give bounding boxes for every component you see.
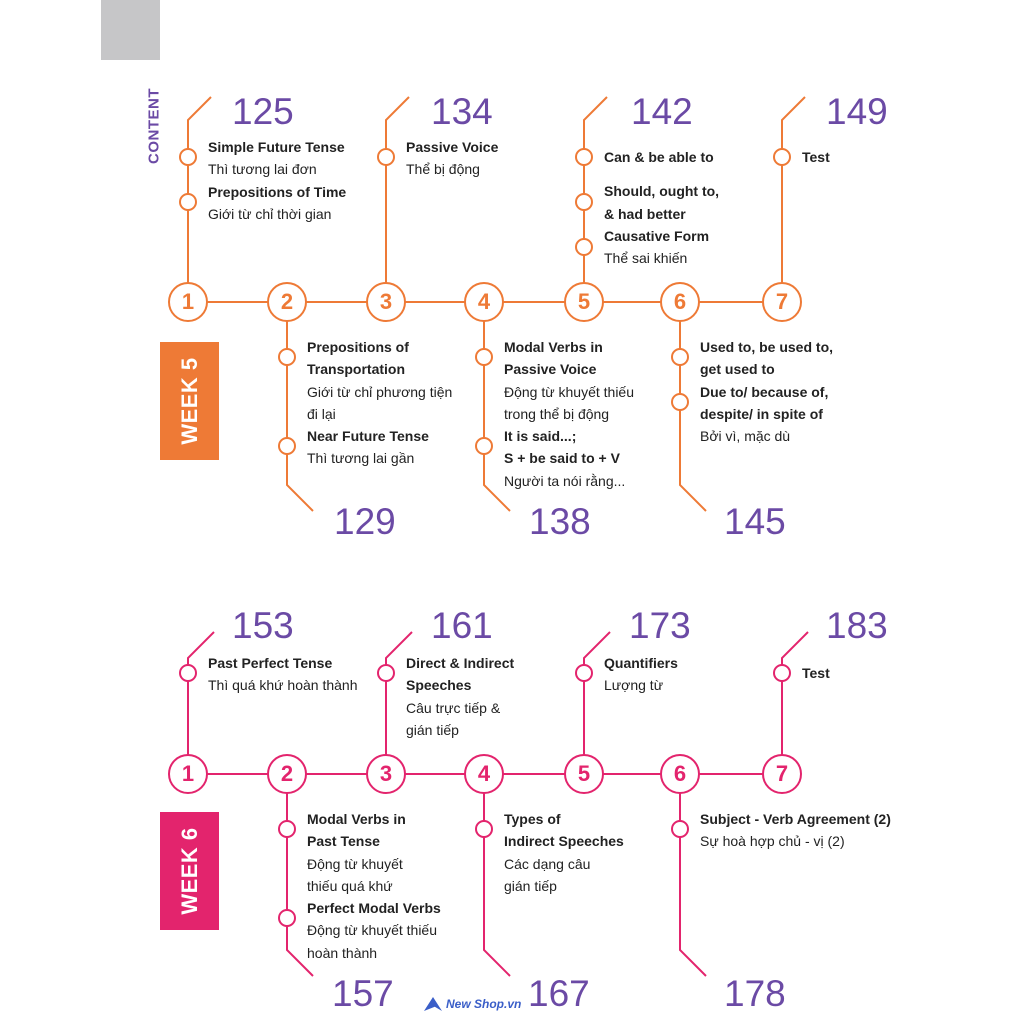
topic-translation: hoàn thành [307, 944, 378, 961]
topic-title: Prepositions of [307, 339, 409, 355]
topic-title: Past Perfect Tense [208, 655, 333, 671]
topic-translation: trong thể bị động [504, 405, 610, 422]
topic-title: Direct & Indirect [406, 655, 515, 671]
week5-topic-block [604, 146, 719, 269]
topic-title: Passive Voice [504, 361, 597, 378]
topic-title: Test [802, 665, 830, 681]
topic-title: Transportation [307, 361, 406, 378]
week5-bullet [576, 239, 592, 255]
week6-day-number: 2 [280, 761, 294, 786]
week5-page-number: 125 [232, 91, 294, 132]
week5-label: WEEK 5 [160, 342, 219, 460]
week6-day-number: 3 [379, 761, 393, 786]
spacer [604, 168, 719, 180]
week5-topic-block [208, 136, 346, 225]
week5-topic-block [307, 336, 452, 470]
topic-title: despite/ in spite of [700, 405, 823, 422]
week5-topic-block [406, 136, 498, 181]
week6-topic-block [504, 808, 624, 897]
topic-translation: đi lại [307, 405, 336, 422]
topic-translation: Giới từ chỉ phương tiện [307, 383, 453, 400]
topic-translation: Thì quá khứ hoàn thành [208, 677, 358, 694]
topic-translation: Động từ khuyết thiếu [307, 922, 438, 939]
topic-title: Perfect Modal Verbs [307, 900, 441, 917]
week5-day-number: 5 [577, 289, 591, 314]
week5-bullet [180, 194, 196, 210]
week6-bullet [279, 910, 295, 926]
topic-title: Quantifiers [604, 655, 678, 671]
week5-top-connector-7 [782, 97, 805, 283]
content-label: CONTENT [145, 88, 163, 164]
week6-bullet [378, 665, 394, 681]
brand-logo-icon [424, 997, 442, 1011]
topic-translation: Động từ khuyết thiếu [504, 383, 635, 400]
week5-page-number: 145 [724, 501, 786, 542]
week5-bullet [476, 349, 492, 365]
week6-page-number: 178 [724, 973, 786, 1014]
week5-bullet [774, 149, 790, 165]
week5-topic-block [802, 146, 830, 168]
week5-bullet [476, 438, 492, 454]
topic-title: Near Future Tense [307, 428, 429, 445]
week6-topic-block [406, 652, 514, 741]
topic-title: Modal Verbs in [504, 339, 603, 355]
week6-topic-block [307, 808, 441, 964]
week6-day-number: 6 [673, 761, 687, 786]
topic-title: & had better [604, 205, 686, 222]
topic-translation: Thể bị động [406, 161, 480, 178]
topic-translation: Giới từ chỉ thời gian [208, 205, 332, 222]
week5-day-number: 1 [181, 289, 195, 314]
week5-bullet [279, 438, 295, 454]
topic-translation: Thì tương lai đơn [208, 161, 317, 178]
week5-page-number: 134 [431, 91, 493, 132]
week6-bullet [774, 665, 790, 681]
week6-day-number: 7 [775, 761, 789, 786]
week6-page-number: 153 [232, 605, 294, 646]
brand-watermark [424, 997, 521, 1011]
topic-title: Used to, be used to, [700, 339, 834, 355]
week6-bullet [279, 821, 295, 837]
week5-page-number: 142 [631, 91, 693, 132]
week6-day-number: 4 [477, 761, 491, 786]
week5-bullet [378, 149, 394, 165]
topic-translation: Thể sai khiến [604, 250, 688, 267]
topic-translation: Bởi vì, mặc dù [700, 428, 791, 445]
week6-bullet [576, 665, 592, 681]
week5-topic-block [504, 336, 634, 492]
week6-label: WEEK 6 [160, 812, 219, 930]
topic-title: Simple Future Tense [208, 139, 345, 155]
topic-title: Passive Voice [406, 139, 499, 155]
topic-title: It is said...; [504, 428, 577, 445]
topic-title: Modal Verbs in [307, 811, 406, 827]
topic-translation: Động từ khuyết [307, 855, 403, 872]
week6-page-number: 183 [826, 605, 888, 646]
week6-topic-block [604, 652, 678, 697]
topic-title: Prepositions of Time [208, 183, 347, 200]
topic-translation: gián tiếp [406, 721, 459, 738]
topic-translation: Lượng từ [604, 677, 664, 694]
week5-day-number: 2 [280, 289, 294, 314]
week5-page-number: 129 [334, 501, 396, 542]
week5-day-number: 6 [673, 289, 687, 314]
topic-title: Causative Form [604, 227, 710, 244]
week5-bullet [672, 349, 688, 365]
week6-topic-block [700, 808, 891, 853]
topic-translation: gián tiếp [504, 877, 557, 894]
week5-bullet [576, 149, 592, 165]
week6-page-number: 161 [431, 605, 493, 646]
topic-title: Speeches [406, 677, 472, 694]
topic-title: Subject - Verb Agreement (2) [700, 811, 891, 827]
week6-top-connector-7 [782, 632, 808, 755]
week6-day-number: 5 [577, 761, 591, 786]
topic-title: get used to [700, 361, 775, 378]
week5-topic-block [700, 336, 833, 447]
week5-bullet [180, 149, 196, 165]
topic-title: Due to/ because of, [700, 383, 829, 400]
topic-title: Types of [504, 811, 561, 827]
week6-page-number: 167 [528, 973, 590, 1014]
topic-title: Can & be able to [604, 149, 714, 165]
week5-bullet [672, 394, 688, 410]
topic-translation: Câu trực tiếp & [406, 699, 501, 716]
week5-day-number: 7 [775, 289, 789, 314]
topic-translation: Người ta nói rằng... [504, 472, 626, 489]
week6-bullet [672, 821, 688, 837]
week5-bullet [279, 349, 295, 365]
topic-translation: thiếu quá khứ [307, 877, 393, 894]
week6-day-number: 1 [181, 761, 195, 786]
week5-bullet [576, 194, 592, 210]
topic-translation: Sự hoà hợp chủ - vị (2) [700, 833, 845, 850]
topic-title: Indirect Speeches [504, 833, 624, 850]
week6-topic-block [802, 662, 830, 684]
week5-day-number: 3 [379, 289, 393, 314]
topic-title: Test [802, 149, 830, 165]
topic-title: Should, ought to, [604, 183, 720, 200]
topic-title: Past Tense [307, 833, 380, 850]
week6-page-number: 157 [332, 973, 394, 1014]
week6-page-number: 173 [629, 605, 691, 646]
week6-bullet [476, 821, 492, 837]
week6-topic-block [208, 652, 357, 697]
week5-page-number: 138 [529, 501, 591, 542]
week5-top-connector-3 [386, 97, 409, 283]
week6-bullet [180, 665, 196, 681]
week5-day-number: 4 [477, 289, 491, 314]
brand-text: New Shop.vn [446, 997, 522, 1011]
topic-translation: Thì tương lai gần [307, 450, 415, 467]
topic-title: S + be said to + V [504, 450, 620, 467]
week5-page-number: 149 [826, 91, 888, 132]
topic-translation: Các dạng câu [504, 855, 591, 872]
